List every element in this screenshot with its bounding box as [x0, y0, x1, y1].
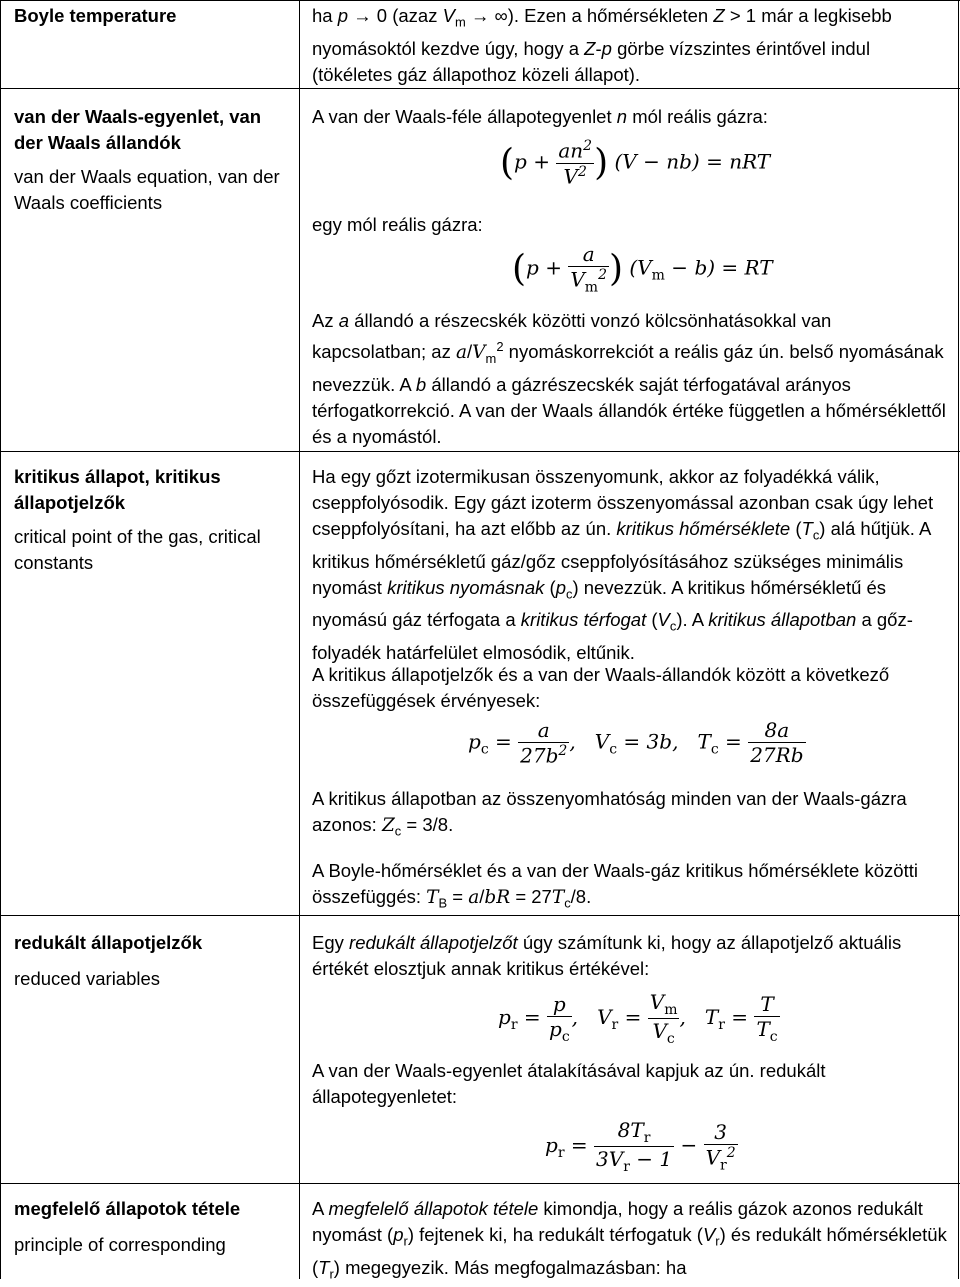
crit-compressibility: A kritikus állapotban az összenyomhatóság minden van der Waals-gázra azonos: $Z_c = 3/8$. [312, 788, 907, 839]
crit-boyle-relation: A Boyle-hőmérséklet és a van der Waals-gáz kritikus hőmérséklete közötti összefüggés: $T_B = a/bR = 27T_c/8$. [312, 860, 918, 911]
crit-constants-equation: $p_c$ = $\frac{a}{27b^2}$ , $V_c = 3b$, $T_c$ = $\frac{8a}{27Rb}$ [468, 718, 804, 768]
term-crit-en: critical point of the gas, critical constants [14, 526, 261, 573]
vdw-explanation: Az a állandó a részecskék közötti vonzó kölcsönhatásokkal van kapcsolatban; az $a/V_m^2$ nyomáskorrekciót a reális gáz ún. belső nyomásának nevezzük. A b állandó a gázrészecskék saját térfogatával arányos térfogatkorrekció. A van der Waals állandók értéke független a hőmérséklettől és a nyomástól. [312, 310, 946, 447]
term-corresponding [14, 1196, 289, 1266]
reduced-variables-equation: $p_r$ = $\frac{p}{p_c}$ , $V_r$ = $\frac{V_m}{V_c}$ , $T_r$ = $\frac{T}{T_c}$ [498, 990, 778, 1047]
term-corr-hu: megfelelő állapotok tétele [14, 1198, 241, 1219]
row-line [0, 0, 960, 1]
corr-text: A megfelelő állapotok tétele kimondja, hogy a reális gázok azonos redukált nyomást $(p_r)$ fejtenek ki, ha redukált térfogatuk $(V_r)$ és redukált hőmérsékletük $(T_r)$ megegyezik. Más megfogalmazásban: ha [312, 1198, 947, 1282]
vdw-equation-n-mol: (p + $\frac{an^2}{V^2}$ ) (V − nb) = nRT [500, 138, 771, 189]
term-vdw-en: van der Waals equation, van der Waals coefficients [14, 166, 280, 213]
red-eos-intro: A van der Waals-egyenlet átalakításával kapjuk az ún. redukált állapotegyenletet: [312, 1060, 826, 1107]
crit-relation-intro: A kritikus állapotjelzők és a van der Waals-állandók között a következő összefüggések érvényesek: [312, 664, 890, 711]
term-vdw-hu: van der Waals-egyenlet, van der Waals állandók [14, 106, 262, 153]
column-divider [299, 0, 300, 1279]
term-red-en: reduced variables [14, 968, 161, 989]
term-corr-en: principle of corresponding [14, 1234, 226, 1255]
border-left [0, 0, 1, 1279]
term-crit-hu: kritikus állapot, kritikus állapotjelzők [14, 466, 221, 513]
crit-text: Ha egy gőzt izotermikusan összenyomunk, akkor az folyadékká válik, cseppfolyósodik. Egy gázt izoterm összenyomással azonban csak úgy lehet cseppfolyósítani, ha azt előbb az ún. kritikus hőmérséklete $(T_c)$ alá hűtjük. A kritikus hőmérsékletű gáz/gőz cseppfolyósításához szükséges minimális nyomást kritikus nyomásnak $(p_c)$ nevezzük. A kritikus hőmérsékletű és nyomású gáz térfogata a kritikus térfogat $(V_c)$. A kritikus állapotban a gőz-folyadék határfelület elmosódik, eltűnik. [312, 466, 934, 664]
red-text: Egy redukált állapotjelzőt úgy számítunk ki, hogy az állapotjelző aktuális értékét elosztjuk annak kritikus értékével: [312, 932, 902, 979]
row-line [0, 451, 960, 452]
vdw-one-mol-label: egy mól reális gázra: [312, 214, 483, 235]
boyle-text: ha p → 0 (azaz $V_m$ → ∞). Ezen a hőmérsékleten Z > 1 már a legkisebb nyomásoktól kezdve úgy, hogy a Z-p görbe vízszintes érintővel indul (tökéletes gáz állapothoz közeli állapot). [312, 5, 892, 85]
row-line [0, 1183, 960, 1184]
vdw-intro: A van der Waals-féle állapotegyenlet n mól reális gázra: [312, 106, 768, 127]
vdw-equation-one-mol: (p + $\frac{a}{V_m^2}$ ) $(V_m - b)$ = RT [512, 242, 773, 296]
reduced-eos-equation: $p_r$ = $\frac{8T_r}{3V_r - 1}$ − $\frac{3}{V_r^2}$ [545, 1118, 736, 1175]
term-vdw [14, 104, 289, 224]
border-right [958, 0, 959, 1279]
term-critical [14, 464, 289, 584]
row-line [0, 88, 960, 89]
term-boyle-label: Boyle temperature [14, 5, 177, 26]
term-boyle [14, 3, 289, 37]
term-reduced [14, 930, 289, 1000]
term-red-hu: redukált állapotjelzők [14, 932, 203, 953]
